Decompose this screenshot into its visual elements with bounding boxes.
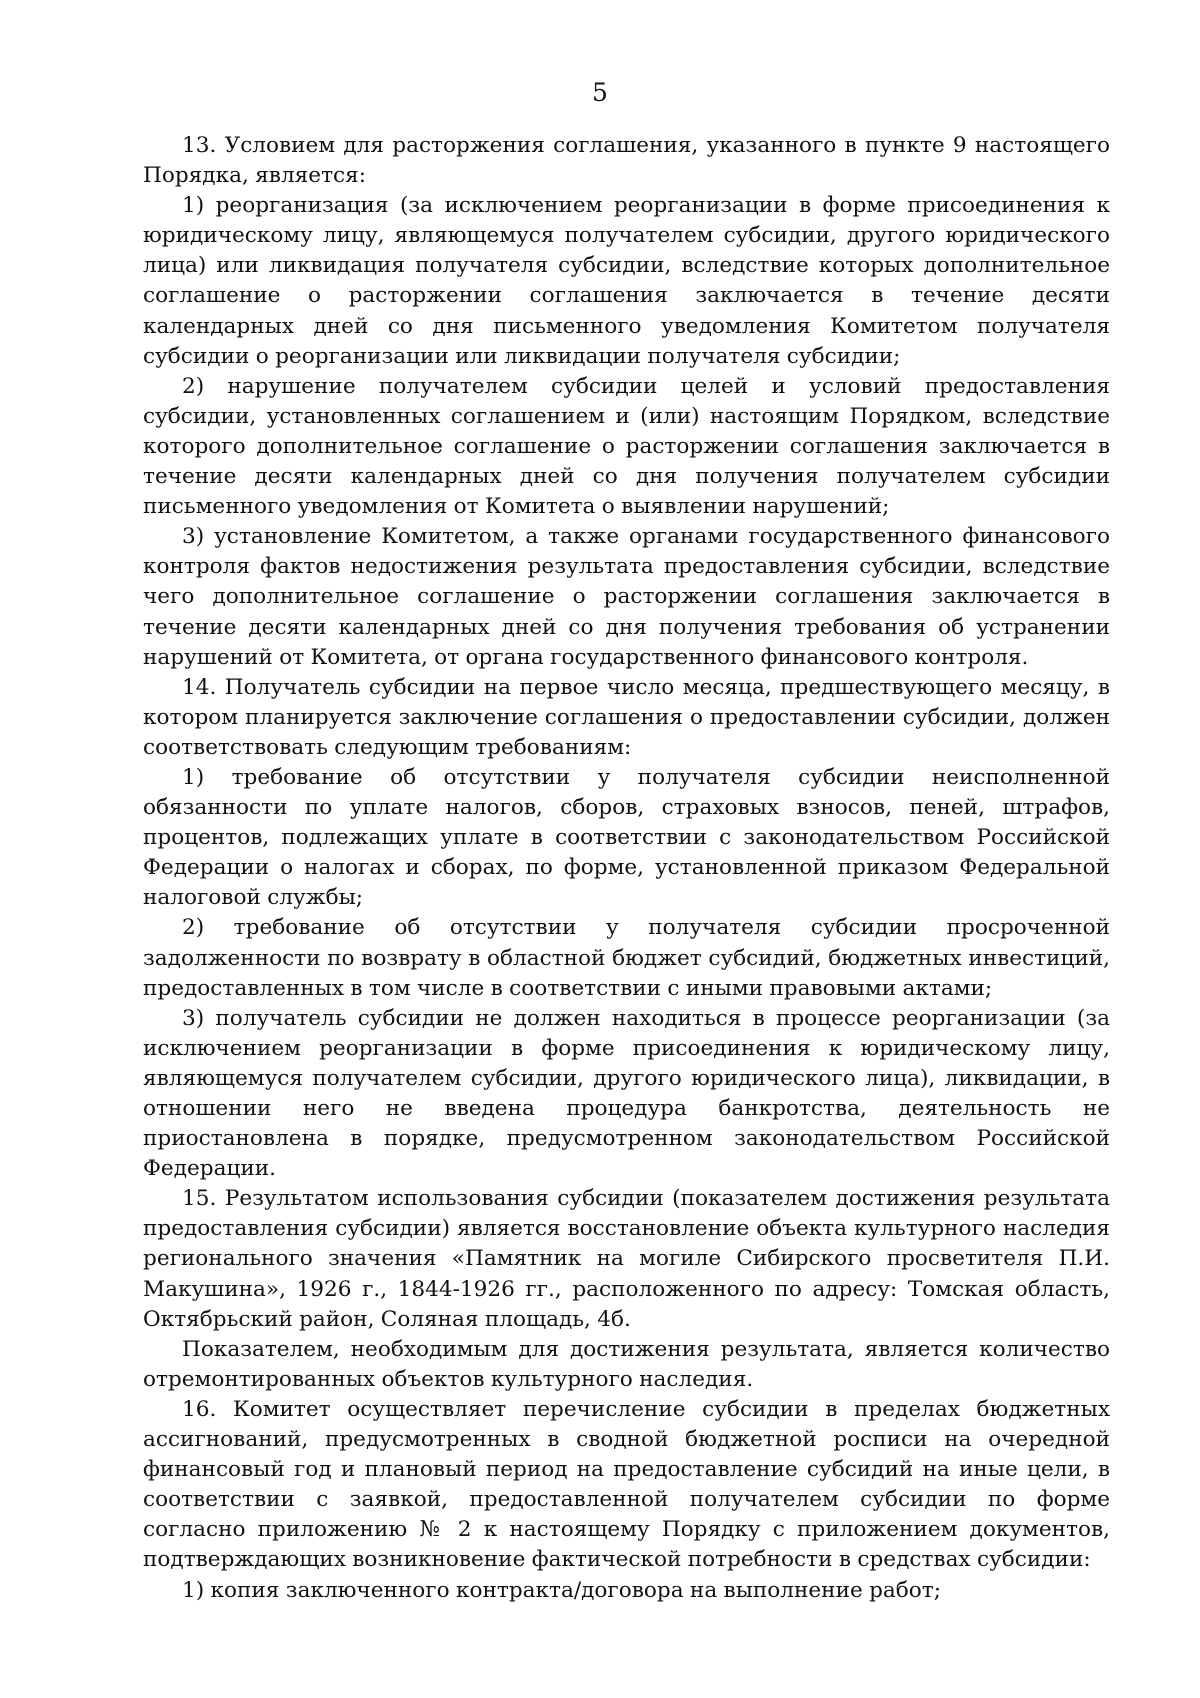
paragraph-13-item-3: 3) установление Комитетом, а также органами государственного финансового контроля фактов недостижения результата предоставления субсидии, вследствие чего дополнительное соглашение о расторжении соглашения заключается в течение десяти календарных дней со дня получения требования об устранении нарушений от Комитета, от органа государственного финансового контроля.	[143, 524, 1110, 670]
document-body	[143, 131, 1110, 1606]
paragraph-16-item-1: 1) копия заключенного контракта/договора на выполнение работ;	[182, 1577, 942, 1603]
paragraph-13: 13. Условием для расторжения соглашения, указанного в пункте 9 настоящего Порядка, является:	[143, 133, 1110, 189]
paragraph-14: 14. Получатель субсидии на первое число месяца, предшествующего месяцу, в котором планируется заключение соглашения о предоставлении субсидии, должен соответствовать следующим требованиям:	[143, 674, 1110, 760]
paragraph-13-item-1: 1) реорганизация (за исключением реорганизации в форме присоединения к юридическому лицу, являющемуся получателем субсидии, другого юридического лица) или ликвидация получателя субсидии, вследствие которых дополнительное соглашение о расторжении соглашения заключается в течение десяти календарных дней со дня письменного уведомления Комитетом получателя субсидии о реорганизации или ликвидации получателя субсидии;	[143, 193, 1110, 369]
paragraph-15-indicator: Показателем, необходимым для достижения результата, является количество отремонтированных объектов культурного наследия.	[143, 1336, 1110, 1392]
paragraph-16: 16. Комитет осуществляет перечисление субсидии в пределах бюджетных ассигнований, предусмотренных в сводной бюджетной росписи на очередной финансовый год и плановый период на предоставление субсидий на иные цели, в соответствии с заявкой, предоставленной получателем субсидии по форме согласно приложению № 2 к настоящему Порядку с приложением документов, подтверждающих возникновение фактической потребности в средствах субсидии:	[143, 1396, 1110, 1573]
paragraph-14-item-3: 3) получатель субсидии не должен находиться в процессе реорганизации (за исключением реорганизации в форме присоединения к юридическому лицу, являющемуся получателем субсидии, другого юридического лица), ликвидации, в отношении него не введена процедура банкротства, деятельность не приостановлена в порядке, предусмотренном законодательством Российской Федерации.	[143, 1005, 1110, 1182]
page-number: 5	[592, 78, 608, 107]
paragraph-13-item-2: 2) нарушение получателем субсидии целей и условий предоставления субсидии, установленных соглашением и (или) настоящим Порядком, вследствие которого дополнительное соглашение о расторжении соглашения заключается в течение десяти календарных дней со дня получения получателем субсидии письменного уведомления от Комитета о выявлении нарушений;	[143, 373, 1110, 520]
paragraph-15: 15. Результатом использования субсидии (показателем достижения результата предоставления субсидии) является восстановление объекта культурного наследия регионального значения «Памятник на могиле Сибирского просветителя П.И. Макушина», 1926 г., 1844-1926 гг., расположенного по адресу: Томская область, Октябрьский район, Соляная площадь, 4б.	[143, 1186, 1110, 1332]
paragraph-14-item-1: 1) требование об отсутствии у получателя субсидии неисполненной обязанности по уплате налогов, сборов, страховых взносов, пеней, штрафов, процентов, подлежащих уплате в соответствии с законодательством Российской Федерации о налогах и сборах, по форме, установленной приказом Федеральной налоговой службы;	[143, 764, 1110, 911]
paragraph-14-item-2: 2) требование об отсутствии у получателя субсидии просроченной задолженности по возврату в областной бюджет субсидий, бюджетных инвестиций, предоставленных в том числе в соответствии с иными правовыми актами;	[143, 915, 1110, 1001]
